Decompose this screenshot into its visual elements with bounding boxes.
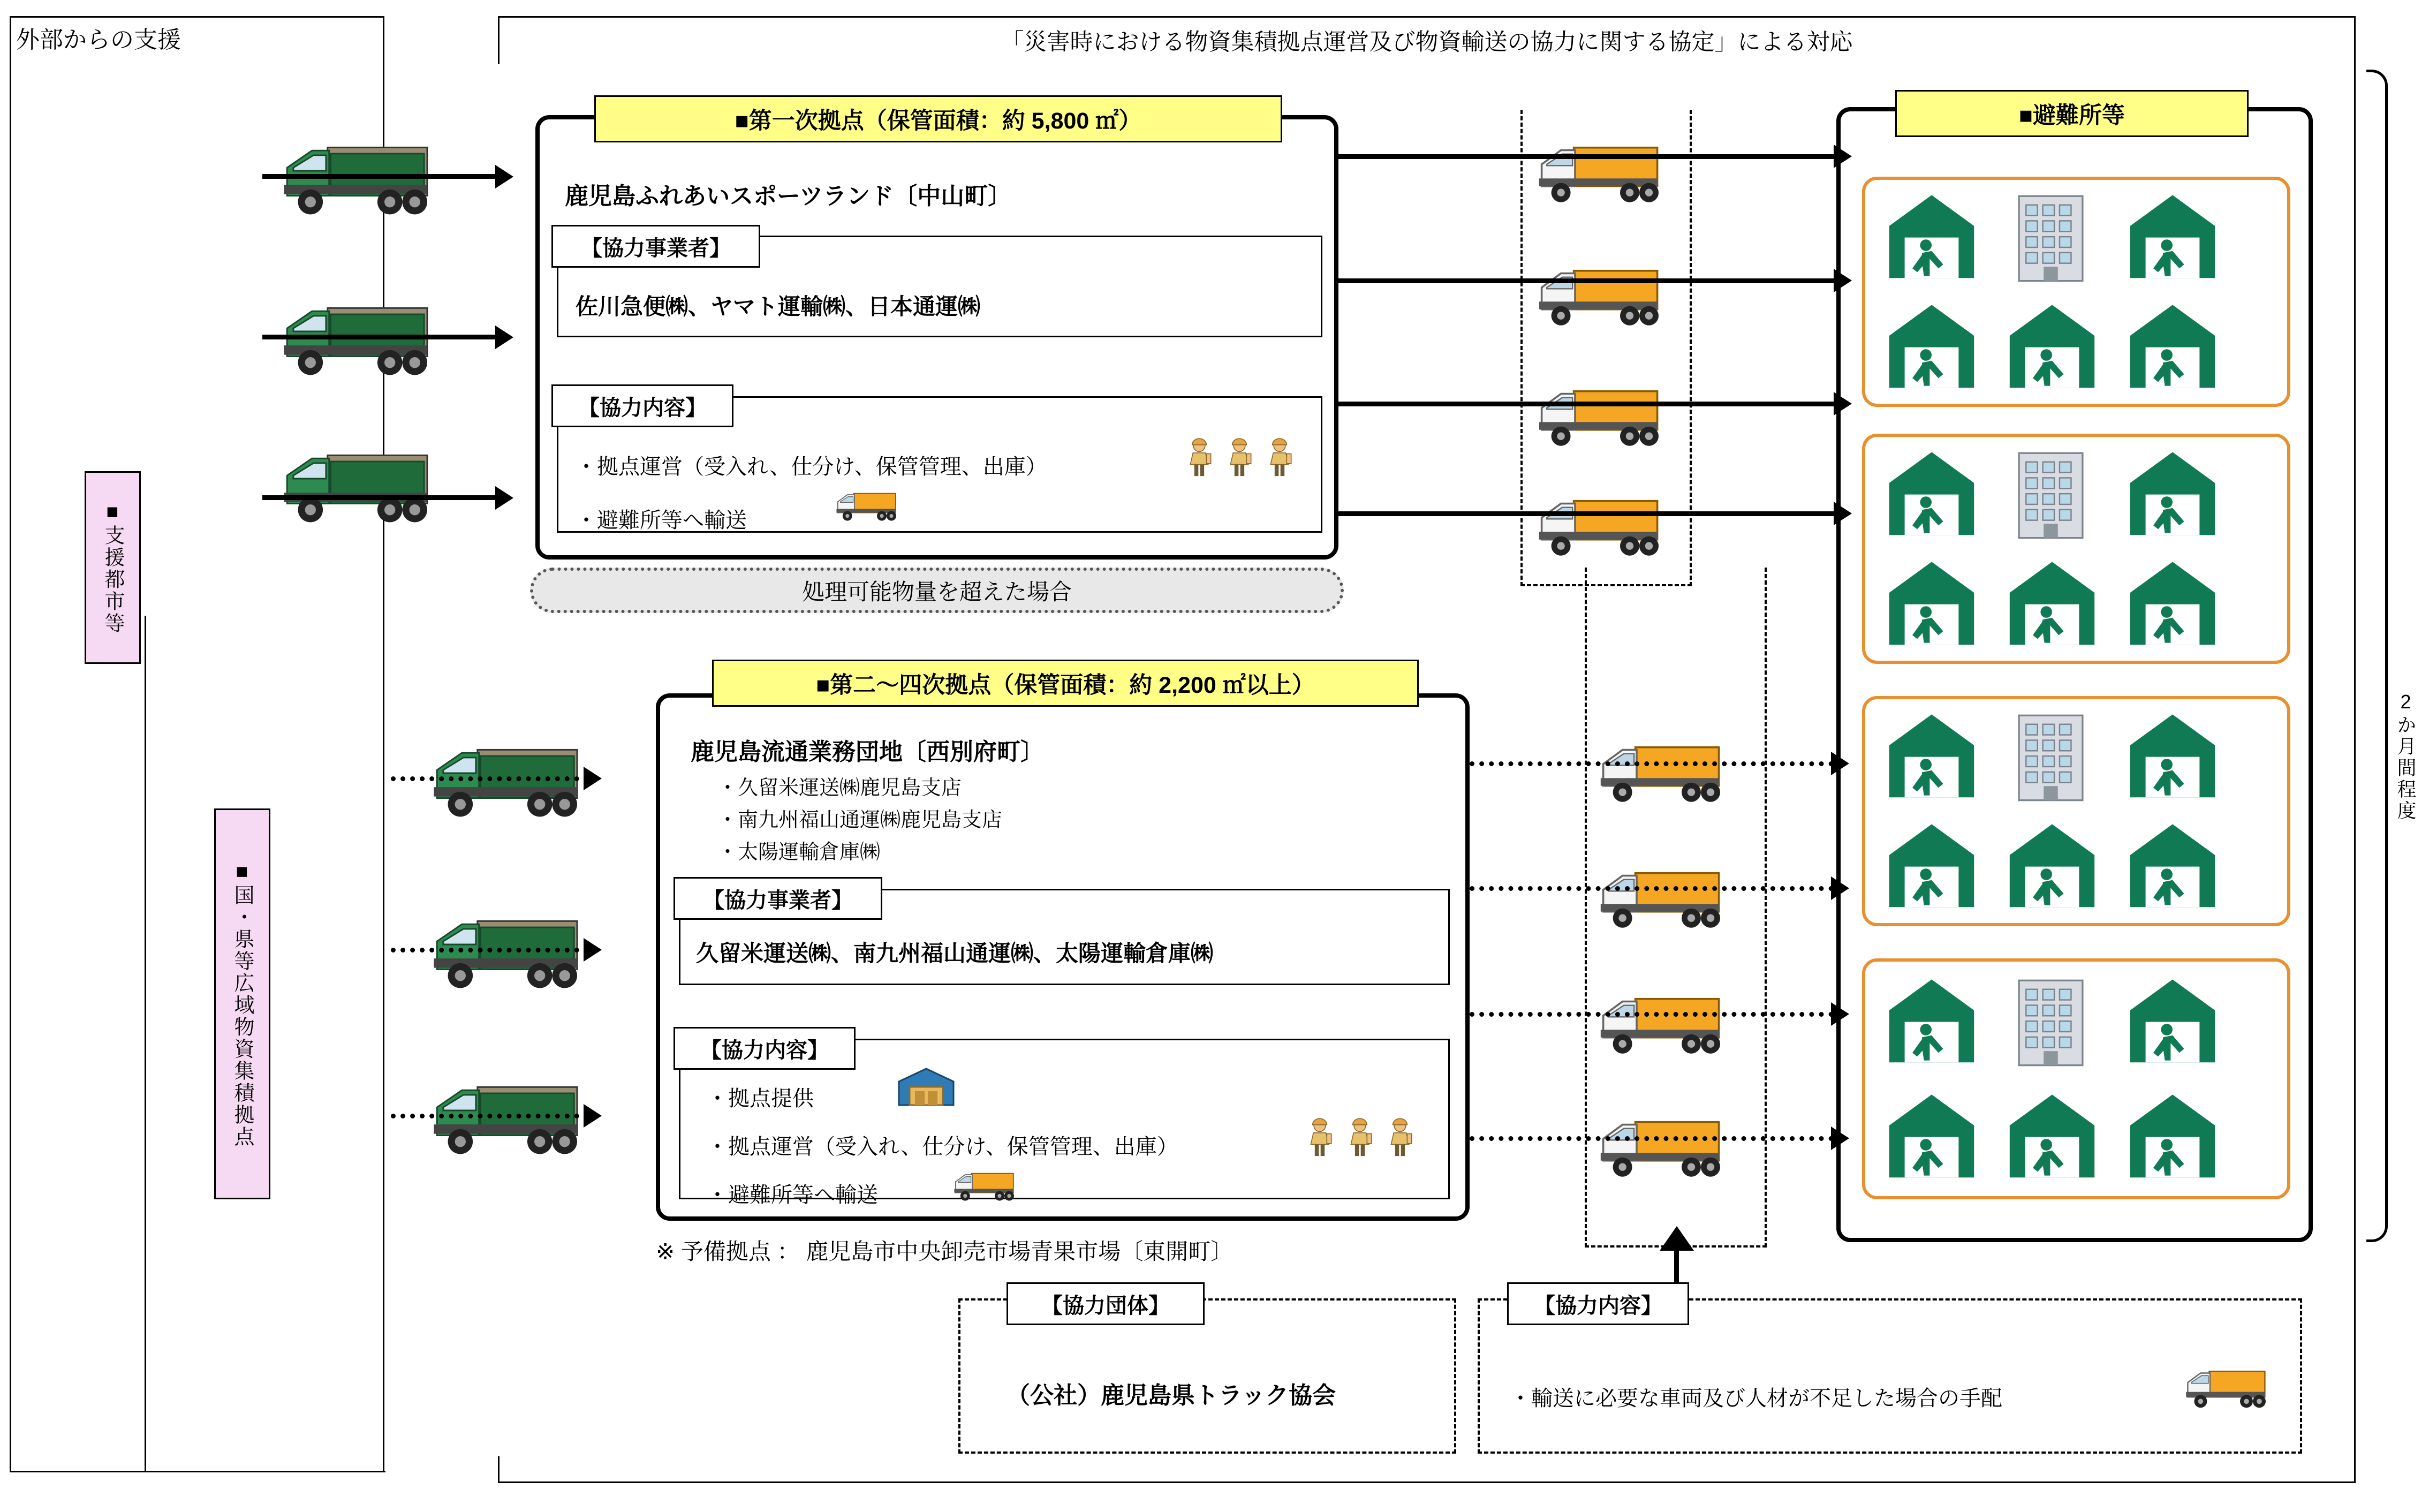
worker-icon [1226, 436, 1253, 479]
transport-arrow [1338, 511, 1836, 516]
shelters-title: ■避難所等 [1895, 90, 2249, 137]
shelter-exit-icon [2124, 554, 2221, 651]
shelter-exit-icon [2004, 817, 2100, 913]
orange-truck-icon [1537, 137, 1665, 209]
orange-truck-icon [2184, 1363, 2270, 1413]
shelter-exit-icon [1883, 817, 1980, 913]
primary-content-item: ・拠点運営（受入れ、仕分け、保管管理、出庫） [576, 455, 1047, 479]
support-city-box: ■支援都市等 [85, 471, 141, 664]
secondary-content-item: ・拠点提供 [707, 1087, 814, 1110]
secondary-site-subitem: ・久留米運送㈱鹿児島支店 [717, 777, 962, 799]
shelter-exit-icon [1883, 972, 1980, 1068]
warehouse-icon [897, 1065, 956, 1108]
flow-dotted-line [391, 948, 589, 952]
orange-truck-icon [1598, 736, 1727, 808]
support-up-arrow-head [1660, 1226, 1694, 1251]
cooperating-content-label: 【協力内容】 [1507, 1282, 1689, 1325]
transport-dotted-line [1470, 1136, 1834, 1141]
left-frame-inner-vert [145, 616, 146, 1472]
worker-icon [1306, 1116, 1333, 1159]
building-icon [2007, 443, 2095, 542]
primary-partner-value: 佐川急便㈱、ヤマト運輸㈱、日本通運㈱ [576, 294, 981, 319]
external-support-title: 外部からの支援 [16, 27, 181, 53]
shelter-exit-icon [2004, 1087, 2100, 1183]
reserve-site-note: ※ 予備拠点 ： 鹿児島市中央卸売市場青果市場〔東開町〕 [656, 1239, 1234, 1264]
orange-truck-icon [1537, 380, 1665, 452]
shelter-exit-icon [2004, 554, 2100, 651]
worker-icon [1186, 436, 1213, 479]
duration-bracket [2366, 70, 2388, 1242]
shelter-exit-icon [1883, 187, 1980, 284]
shelter-exit-icon [1883, 707, 1980, 803]
building-icon [2007, 186, 2095, 285]
orange-truck-icon [1537, 490, 1665, 562]
external-support-frame [10, 16, 384, 1472]
transport-arrow [1338, 278, 1836, 283]
flow-arrow-head [495, 165, 513, 188]
green-truck-icon [278, 297, 439, 383]
flow-arrow-head [495, 326, 513, 349]
primary-site-name: 鹿児島ふれあいスポーツランド〔中山町〕 [565, 183, 1012, 209]
flow-arrow-head [584, 767, 602, 790]
flow-arrow-head [495, 486, 513, 510]
duration-label: 2か月間程度 [2395, 691, 2417, 822]
green-truck-icon [428, 910, 589, 996]
secondary-partner-label: 【協力事業者】 [674, 877, 882, 920]
left-frame-inner-bottom [145, 1471, 385, 1472]
orange-truck-icon [1598, 1111, 1727, 1183]
flow-dotted-line [391, 1114, 589, 1118]
secondary-site-name: 鹿児島流通業務団地〔西別府町〕 [691, 739, 1044, 765]
cooperating-group-label: 【協力団体】 [1007, 1282, 1205, 1325]
agreement-title: 「災害時における物資集積拠点運営及び物資輸送の協力に関する協定」による対応 [1001, 29, 1853, 55]
building-icon [2007, 706, 2095, 805]
secondary-content-item: ・拠点運営（受入れ、仕分け、保管管理、出庫） [707, 1135, 1178, 1159]
flow-arrow-head [584, 1104, 602, 1128]
flow-arrow-head [584, 938, 602, 962]
green-truck-icon [278, 444, 439, 530]
shelter-exit-icon [1883, 554, 1980, 651]
shelter-exit-icon [1883, 1087, 1980, 1183]
cooperating-content-text: ・輸送に必要な車両及び人材が不足した場合の手配 [1510, 1387, 2002, 1410]
shelter-exit-icon [2124, 707, 2221, 803]
shelter-exit-icon [2124, 297, 2221, 394]
green-truck-icon [428, 739, 589, 825]
transport-dotted-line [1470, 1012, 1834, 1017]
national-pref-hub-box: ■国・県等広域物資集積拠点 [214, 808, 270, 1199]
primary-partner-label: 【協力事業者】 [551, 225, 760, 268]
shelter-exit-icon [2124, 187, 2221, 284]
orange-truck-icon [1598, 988, 1727, 1060]
flow-arrow [262, 495, 498, 500]
transport-arrow [1338, 154, 1836, 159]
flow-dotted-line [391, 776, 589, 781]
worker-icon [1387, 1116, 1413, 1159]
orange-truck-icon [953, 1167, 1017, 1205]
primary-site-header: ■第一次拠点（保管面積：約 5,800 ㎡） [594, 95, 1282, 142]
secondary-partner-value: 久留米運送㈱、南九州福山通運㈱、太陽運輸倉庫㈱ [696, 941, 1214, 966]
shelter-exit-icon [2004, 297, 2100, 394]
secondary-site-header: ■第二～四次拠点（保管面積：約 2,200 ㎡以上） [712, 660, 1419, 707]
secondary-site-subitem: ・南九州福山通運㈱鹿児島支店 [717, 809, 1003, 831]
left-frame-inner-line [383, 64, 384, 1472]
shelter-exit-icon [1883, 444, 1980, 541]
transport-dotted-line [1470, 761, 1834, 766]
worker-icon [1266, 436, 1293, 479]
orange-truck-icon [1537, 260, 1665, 332]
secondary-content-item: ・避難所等へ輸送 [707, 1183, 878, 1207]
primary-content-label: 【協力内容】 [551, 384, 733, 427]
secondary-site-subitem: ・太陽運輸倉庫㈱ [717, 841, 881, 864]
secondary-content-label: 【協力内容】 [674, 1027, 856, 1070]
shelter-exit-icon [2124, 1087, 2221, 1183]
shelter-exit-icon [2124, 972, 2221, 1068]
primary-content-item: ・避難所等へ輸送 [576, 509, 747, 532]
flow-arrow [262, 335, 498, 339]
shelter-exit-icon [2124, 817, 2221, 913]
transport-arrow [1338, 402, 1836, 406]
orange-truck-icon [1598, 862, 1727, 934]
shelter-exit-icon [1883, 297, 1980, 394]
building-icon [2007, 971, 2095, 1070]
flow-arrow [262, 174, 498, 179]
green-truck-icon [428, 1076, 589, 1162]
cooperating-group-name: （公社）鹿児島県トラック協会 [1007, 1382, 1336, 1409]
green-truck-icon [278, 137, 439, 222]
orange-truck-icon [835, 487, 899, 525]
shelter-exit-icon [2124, 444, 2221, 541]
overflow-note: 処理可能物量を超えた場合 [530, 568, 1344, 613]
transport-dotted-line [1470, 886, 1834, 891]
worker-icon [1346, 1116, 1373, 1159]
